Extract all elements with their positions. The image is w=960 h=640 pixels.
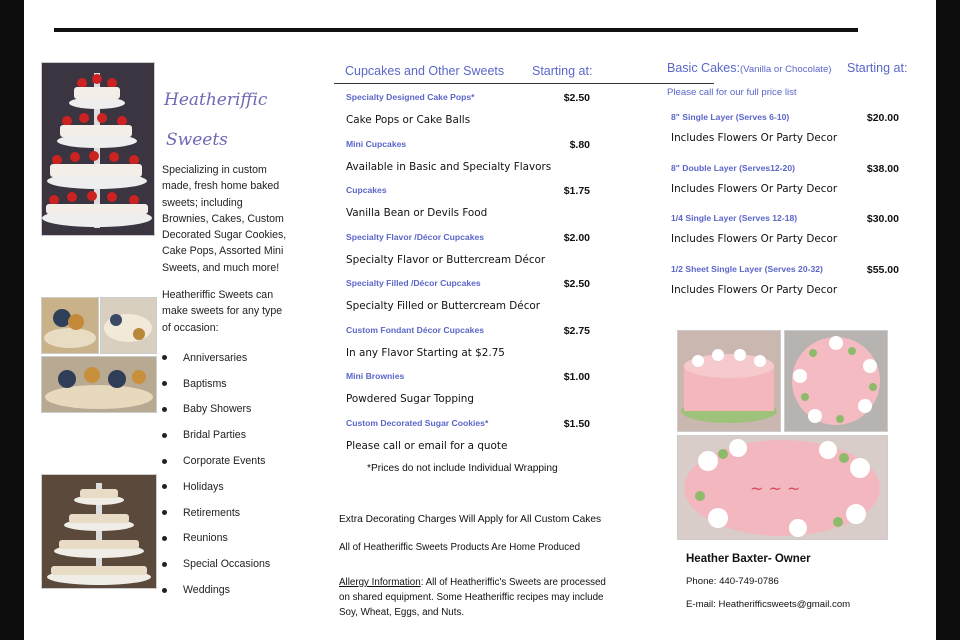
allergy-note xyxy=(339,575,607,620)
allergy-text: : All of Heatheriffic's Sweets are processed on shared equipment. Some Heatheriffic recipes may include Soy, Wheat, Eggs, and Nuts. xyxy=(339,577,606,618)
item-description: Vanilla Bean or Devils Food xyxy=(346,207,488,219)
bullet-icon xyxy=(162,459,167,464)
list-item: Corporate Events xyxy=(162,448,270,474)
bullet-icon xyxy=(162,433,167,438)
item-description: Powdered Sugar Topping xyxy=(346,393,474,405)
item-price: $38.00 xyxy=(866,163,899,175)
menu-item xyxy=(671,213,901,245)
item-description: Includes Flowers Or Party Decor xyxy=(671,132,838,144)
item-description: Available in Basic and Specialty Flavors xyxy=(346,161,552,173)
item-price: $30.00 xyxy=(866,213,899,225)
menu-page xyxy=(24,0,936,640)
bullet-icon xyxy=(162,588,167,593)
item-name: 1/4 Single Layer (Serves 12-18) xyxy=(671,213,798,223)
cake-photo-small-1 xyxy=(41,297,99,354)
brand-line-1: Heatheriffic xyxy=(164,90,268,110)
cupcake-stand-photo xyxy=(41,474,157,589)
item-name: Specialty Filled /Décor Cupcakes xyxy=(346,278,481,288)
item-price: $2.50 xyxy=(563,92,590,104)
item-description: Specialty Flavor or Buttercream Décor xyxy=(346,254,546,266)
list-item: Retirements xyxy=(162,500,270,526)
bullet-icon xyxy=(162,562,167,567)
menu-item xyxy=(671,264,901,296)
bullet-icon xyxy=(162,510,167,515)
cakes-starting-label: Starting at: xyxy=(847,61,908,75)
owner-name: Heather Baxter- Owner xyxy=(686,553,811,565)
item-description: Includes Flowers Or Party Decor xyxy=(671,284,838,296)
item-description: In any Flavor Starting at $2.75 xyxy=(346,347,505,359)
item-price: $.80 xyxy=(569,139,590,151)
list-item: Baptisms xyxy=(162,371,270,397)
item-price: $1.00 xyxy=(563,371,590,383)
item-price: $1.50 xyxy=(563,418,590,430)
wrapping-note: *Prices do not include Individual Wrapping xyxy=(367,463,558,474)
phone: Phone: 440-749-0786 xyxy=(686,576,779,587)
item-name: Custom Decorated Sugar Cookies* xyxy=(346,418,489,428)
brand-name xyxy=(164,80,267,160)
pink-cake-photo-2 xyxy=(784,330,888,432)
menu-item xyxy=(346,92,616,126)
cupcakes-heading: Cupcakes and Other Sweets xyxy=(345,64,505,78)
item-name: Custom Fondant Décor Cupcakes xyxy=(346,325,484,335)
bullet-icon xyxy=(162,484,167,489)
menu-item xyxy=(346,232,616,266)
item-description: Includes Flowers Or Party Decor xyxy=(671,183,838,195)
bullet-icon xyxy=(162,536,167,541)
item-price: $2.50 xyxy=(563,278,590,290)
home-produced-note: All of Heatheriffic Sweets Products Are Home Produced xyxy=(339,542,581,553)
item-price: $55.00 xyxy=(866,264,899,276)
list-item: Weddings xyxy=(162,577,270,603)
list-item: Reunions xyxy=(162,526,270,552)
item-name: 1/2 Sheet Single Layer (Serves 20-32) xyxy=(671,264,823,274)
item-name: Mini Cupcakes xyxy=(346,139,407,149)
item-description: Cake Pops or Cake Balls xyxy=(346,114,471,126)
menu-item xyxy=(671,163,901,195)
item-price: $20.00 xyxy=(866,112,899,124)
pink-cake-photo-wide xyxy=(677,435,888,540)
menu-item xyxy=(346,185,616,219)
item-name: Mini Brownies xyxy=(346,371,405,381)
extra-charges-note: Extra Decorating Charges Will Apply for All Custom Cakes xyxy=(339,514,602,525)
menu-item xyxy=(346,139,616,173)
brand-line-2: Sweets xyxy=(166,130,228,150)
item-name: 8" Double Layer (Serves12-20) xyxy=(671,163,795,173)
pink-cake-photo-1 xyxy=(677,330,781,432)
item-price: $2.75 xyxy=(563,325,590,337)
svg-text:~ ~ ~: ~ ~ ~ xyxy=(750,479,801,498)
item-name: Cupcakes xyxy=(346,185,387,195)
item-description: Please call or email for a quote xyxy=(346,440,508,452)
menu-item xyxy=(671,112,901,144)
email: E-mail: Heatherifficsweets@gmail.com xyxy=(686,599,851,610)
top-rule xyxy=(54,28,858,32)
bullet-icon xyxy=(162,381,167,386)
intro-text: Specializing in custom made, fresh home baked sweets; including Brownies, Cakes, Custom Decorated Sugar Cookies, Cake Pops, Assorted Mini Sweets, and much more! xyxy=(162,164,287,274)
item-name: Specialty Designed Cake Pops* xyxy=(346,92,475,102)
menu-item xyxy=(346,325,616,359)
item-price: $1.75 xyxy=(563,185,590,197)
list-item: Holidays xyxy=(162,474,270,500)
cakes-subheading: Please call for our full price list xyxy=(667,87,797,98)
menu-item xyxy=(346,418,616,452)
bullet-icon xyxy=(162,355,167,360)
menu-item xyxy=(346,371,616,405)
cake-photo-small-2 xyxy=(100,297,157,354)
item-description: Specialty Filled or Buttercream Décor xyxy=(346,300,541,312)
item-name: 8" Single Layer (Serves 6-10) xyxy=(671,112,790,122)
occasions-list xyxy=(162,345,270,603)
item-price: $2.00 xyxy=(563,232,590,244)
allergy-label: Allergy Information xyxy=(339,577,421,588)
occasions-intro: Heatheriffic Sweets can make sweets for any type of occasion: xyxy=(162,289,283,334)
cupcake-tower-photo xyxy=(41,62,155,236)
menu-item xyxy=(346,278,616,312)
cake-photo-wide xyxy=(41,356,157,413)
heading-rule xyxy=(334,83,714,84)
list-item: Bridal Parties xyxy=(162,422,270,448)
list-item: Special Occasions xyxy=(162,551,270,577)
item-description: Includes Flowers Or Party Decor xyxy=(671,233,838,245)
bullet-icon xyxy=(162,407,167,412)
item-name: Specialty Flavor /Décor Cupcakes xyxy=(346,232,485,242)
cakes-heading: Basic Cakes:(Vanilla or Chocolate) xyxy=(667,61,832,75)
cakes-heading-note: (Vanilla or Chocolate) xyxy=(739,64,832,75)
list-item: Anniversaries xyxy=(162,345,270,371)
list-item: Baby Showers xyxy=(162,397,270,423)
cupcakes-starting-label: Starting at: xyxy=(532,64,593,78)
